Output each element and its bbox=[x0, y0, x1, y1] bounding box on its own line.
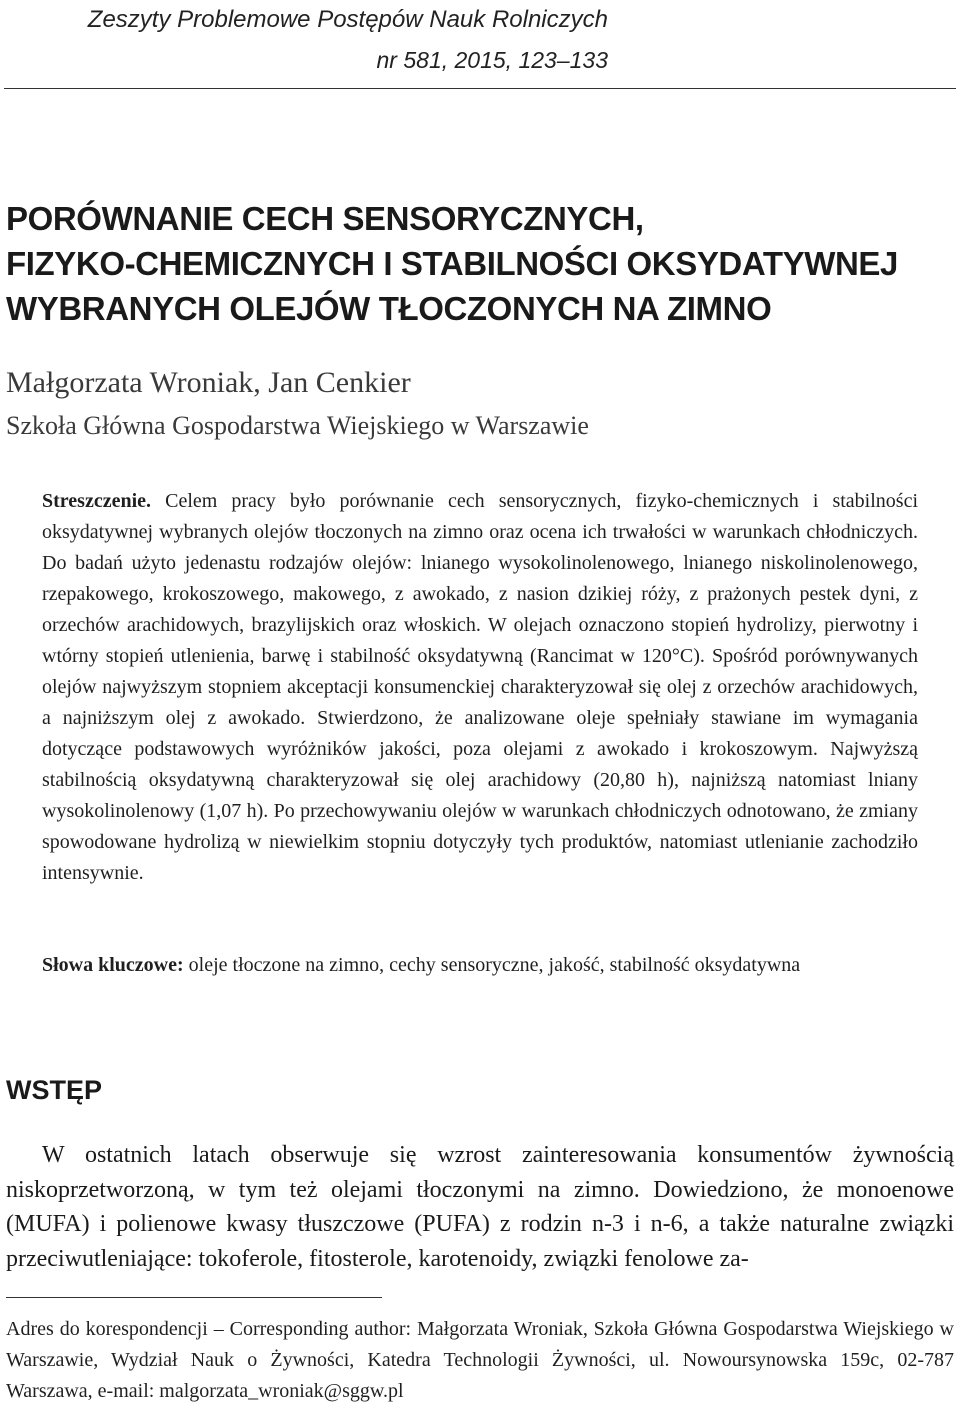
keywords-label: Słowa kluczowe: bbox=[42, 954, 184, 976]
affiliation: Szkoła Główna Gospodarstwa Wiejskiego w Warszawie bbox=[6, 411, 589, 440]
keywords bbox=[42, 950, 918, 981]
journal-issue: nr 581, 2015, 123–133 bbox=[376, 47, 608, 73]
authors: Małgorzata Wroniak, Jan Cenkier bbox=[6, 366, 411, 399]
footnote-rule bbox=[6, 1297, 382, 1298]
title-line: FIZYKO-CHEMICZNYCH I STABILNOŚCI OKSYDATYWNEJ bbox=[6, 245, 898, 282]
keywords-text: oleje tłoczone na zimno, cechy sensoryczne, jakość, stabilność oksydatywna bbox=[183, 954, 801, 976]
correspondence-footnote: Adres do korespondencji – Corresponding author: Małgorzata Wroniak, Szkoła Główna Gospodarstwa Wiejskiego w Warszawie, Wydział Nauk o Żywności, Katedra Technologii Żywności, ul. Nowoursynowska 159c, 02-787 Warszawa, e-mail: malgorzata_wroniak@sggw.pl bbox=[6, 1318, 954, 1402]
section-body: W ostatnich latach obserwuje się wzrost zainteresowania konsumentów żywnością niskoprzetworzoną, w tym też olejami tłoczonymi na zimno. Dowiedziono, że monoenowe (MUFA) i polienowe kwasy tłuszczowe (PUFA) z rodzin n-3 i n-6, a także naturalne związki przeciwutleniające: tokoferole, fitosterole, karotenoidy, związki fenolowe za- bbox=[6, 1142, 954, 1272]
paper-title bbox=[6, 196, 956, 331]
abstract bbox=[42, 486, 918, 889]
abstract-text: Celem pracy było porównanie cech sensorycznych, fizyko-chemicznych i stabilności oksydatywnej wybranych olejów tłoczonych na zimno oraz ocena ich trwałości w warunkach chłodniczych. Do badań użyto jedenastu rodzajów olejów: lnianego wysokolinolenowego, lnianego niskolinolenowego, rzepakowego, krokoszowego, makowego, z awokado, z nasion dzikiej róży, z prażonych pestek dyni, z orzechów arachidowych, brazylijskich oraz włoskich. W olejach oznaczono stopień hydrolizy, pierwotny i wtórny stopień utlenienia, barwę i stabilność oksydatywną (Rancimat w 120°C). Spośród porównywanych olejów najwyższym stopniem akceptacji konsumenckiej charakteryzował się olej z orzechów arachidowych, a najniższym olej z awokado. Stwierdzono, że analizowane oleje spełniały stawiane im wymagania dotyczące podstawowych wyróżników jakości, poza olejami z awokado i krokoszowym. Najwyższą stabilnością oksydatywną charakteryzował się olej arachidowy (20,80 h), najniższą natomiast lniany wysokolinolenowy (1,07 h). Po przechowywaniu olejów w warunkach chłodniczych odnotowano, że zmiany spowodowane hydrolizą w niewielkim stopniu dotyczyły tych produktów, natomiast utlenianie zachodziło intensywnie. bbox=[42, 490, 918, 884]
header-rule bbox=[4, 88, 956, 89]
journal-name: Zeszyty Problemowe Postępów Nauk Rolniczych bbox=[87, 6, 608, 33]
section-heading: WSTĘP bbox=[6, 1075, 103, 1105]
title-line: PORÓWNANIE CECH SENSORYCZNYCH, bbox=[6, 200, 644, 237]
journal-header bbox=[88, 0, 608, 80]
title-line: WYBRANYCH OLEJÓW TŁOCZONYCH NA ZIMNO bbox=[6, 290, 772, 327]
abstract-label: Streszczenie. bbox=[42, 490, 152, 512]
